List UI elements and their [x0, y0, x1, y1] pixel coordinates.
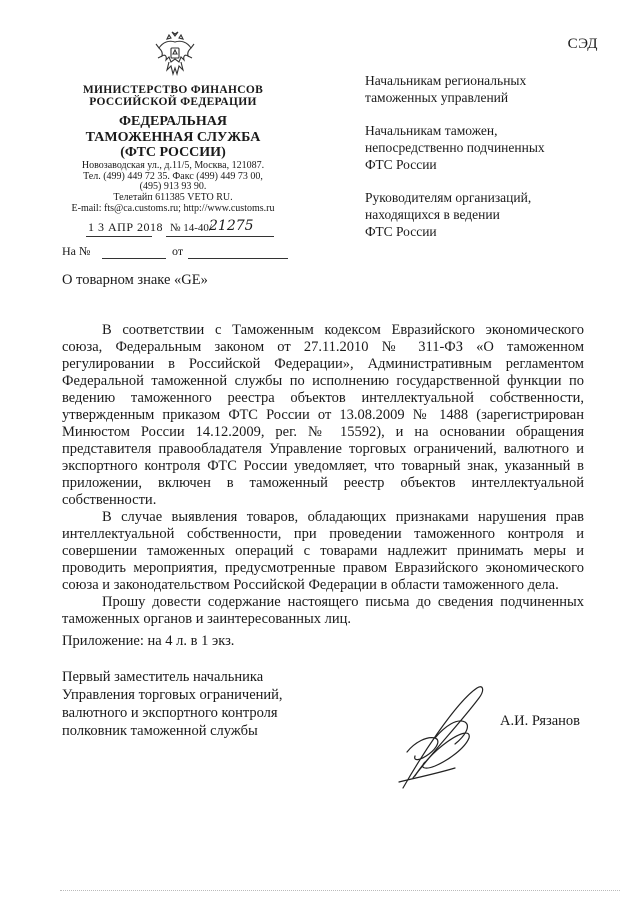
signer-name: А.И. Рязанов — [500, 713, 581, 729]
service-line: ФЕДЕРАЛЬНАЯ — [118, 114, 227, 129]
addressee-block — [365, 72, 605, 106]
reply-number-blank — [102, 258, 166, 259]
service-name — [62, 114, 284, 161]
addressee-line: ФТС России — [365, 157, 437, 172]
ministry-name — [62, 84, 284, 108]
scan-artifact-divider — [60, 888, 620, 891]
addressee-line: непосредственно подчиненных — [365, 140, 545, 155]
addressee-line: Начальникам региональных — [365, 73, 527, 88]
reply-reference — [62, 244, 90, 259]
addressees — [365, 72, 605, 256]
date-underline — [86, 236, 152, 237]
position-line: Первый заместитель начальника — [62, 669, 264, 685]
position-line: полковник таможенной службы — [62, 723, 258, 739]
ministry-line: РОССИЙСКОЙ ФЕДЕРАЦИИ — [89, 96, 257, 108]
addressee-line: Руководителям организаций, — [365, 190, 532, 205]
russian-eagle-emblem-icon — [153, 30, 197, 80]
outgoing-number-prefix: № 14-40/ — [170, 222, 212, 234]
number-underline — [166, 236, 274, 237]
sender-email: E-mail: fts@ca.customs.ru; http://www.customs.ru — [71, 203, 275, 214]
body-paragraph: В случае выявления товаров, обладающих признаками нарушения прав интеллектуальной собственности, при проведении таможенного контроля и совершении таможенных операций с товарами надлежит принимать меры и проводить мероприятия, предусмотренные правом Евразийского экономического союза и законодательством Российской Федерации в области таможенного дела. — [62, 509, 584, 593]
reply-date-label: от — [172, 244, 184, 258]
addressee-block — [365, 189, 605, 240]
position-line: Управления торговых ограничений, — [62, 687, 283, 703]
addressee-line: таможенных управлений — [365, 90, 509, 105]
sender-address — [62, 161, 284, 203]
outgoing-number-handwritten: 21275 — [209, 218, 254, 234]
addressee-line: ФТС России — [365, 224, 437, 239]
sed-stamp: СЭД — [567, 36, 598, 52]
outgoing-date: 1 3 АПР 2018 — [88, 220, 164, 234]
body-paragraph: В соответствии с Таможенным кодексом Евразийского экономического союза, Федеральным законом от 27.11.2010 № 311-ФЗ «О таможенном регулировании в Российской Федерации», Административным регламентом Федеральной таможенной службы по исполнению государственной функции по ведению таможенного реестра объектов интеллектуальной собственности, утвержденным приказом ФТС России от 13.08.2009 № 1488 (зарегистрирован Минюстом России 14.12.2009, рег. № 15592), и на основании обращения представителя правообладателя Управление торговых ограничений, валютного и экспортного контроля ФТС России уведомляет, что товарный знак, указанный в приложении, включен в таможенный реестр объектов интеллектуальной собственности. — [62, 322, 584, 508]
reply-number-label: На № — [62, 244, 91, 258]
address-line: (495) 913 93 90. — [139, 181, 207, 192]
signer-position — [62, 668, 322, 740]
address-line: Телетайп 611385 VETO RU. — [113, 191, 233, 203]
addressee-line: находящихся в ведении — [365, 207, 500, 222]
attachment-note: Приложение: на 4 л. в 1 экз. — [62, 633, 235, 649]
position-line: валютного и экспортного контроля — [62, 705, 278, 721]
letter-subject: О товарном знаке «GE» — [62, 272, 208, 288]
addressee-block — [365, 122, 605, 173]
handwritten-signature — [385, 682, 495, 794]
address-line: Тел. (499) 449 72 35. Факс (499) 449 73 00, — [83, 170, 263, 182]
reply-date-blank — [188, 258, 288, 259]
ministry-line: МИНИСТЕРСТВО ФИНАНСОВ — [82, 84, 264, 96]
letter-body — [62, 322, 584, 628]
addressee-line: Начальникам таможен, — [365, 123, 498, 138]
address-line: Новозаводская ул., д.11/5, Москва, 121087. — [81, 160, 265, 171]
service-line: (ФТС РОССИИ) — [120, 145, 226, 160]
service-line: ТАМОЖЕННАЯ СЛУЖБА — [85, 129, 261, 145]
body-paragraph: Прошу довести содержание настоящего письма до сведения подчиненных таможенных органов и заинтересованных лиц. — [62, 594, 584, 627]
